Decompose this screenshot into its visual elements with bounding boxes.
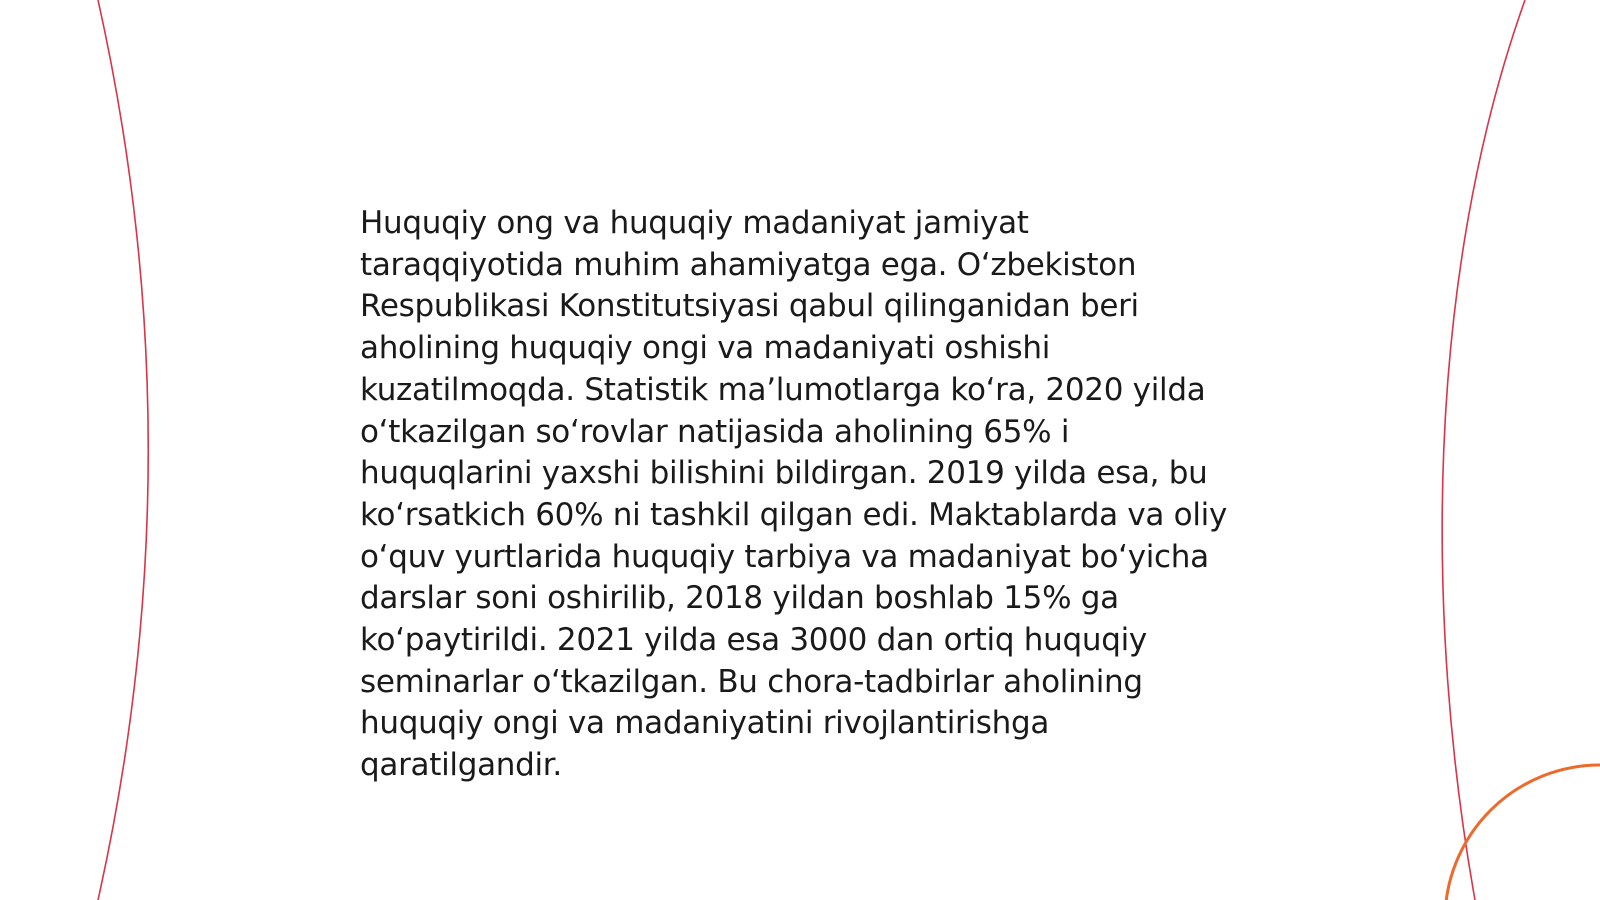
right-curve-line <box>1442 0 1525 900</box>
body-paragraph: Huquqiy ong va huquqiy madaniyat jamiyat taraqqiyotida muhim ahamiyatga ega. O‘zbekiston Respublikasi Konstitutsiyasi qabul qilinganidan beri aholining huquqiy ongi va madaniyati oshishi kuzatilmoqda. Statistik ma’lumotlarga ko‘ra, 2020 yilda o‘tkazilgan so‘rovlar natijasida aholining 65% i huquqlarini yaxshi bilishini bildirgan. 2019 yilda esa, bu ko‘rsatkich 60% ni tashkil qilgan edi. Maktablarda va oliy o‘quv yurtlarida huquqiy tarbiya va madaniyat bo‘yicha darslar soni oshirilib, 2018 yildan boshlab 15% ga ko‘paytirildi. 2021 yilda esa 3000 dan ortiq huquqiy seminarlar o‘tkazilgan. Bu chora-tadbirlar aholining huquqiy ongi va madaniyatini rivojlantirishga qaratilgandir. <box>360 205 1228 784</box>
left-curve-line <box>98 0 148 900</box>
orange-arc <box>1445 765 1600 900</box>
